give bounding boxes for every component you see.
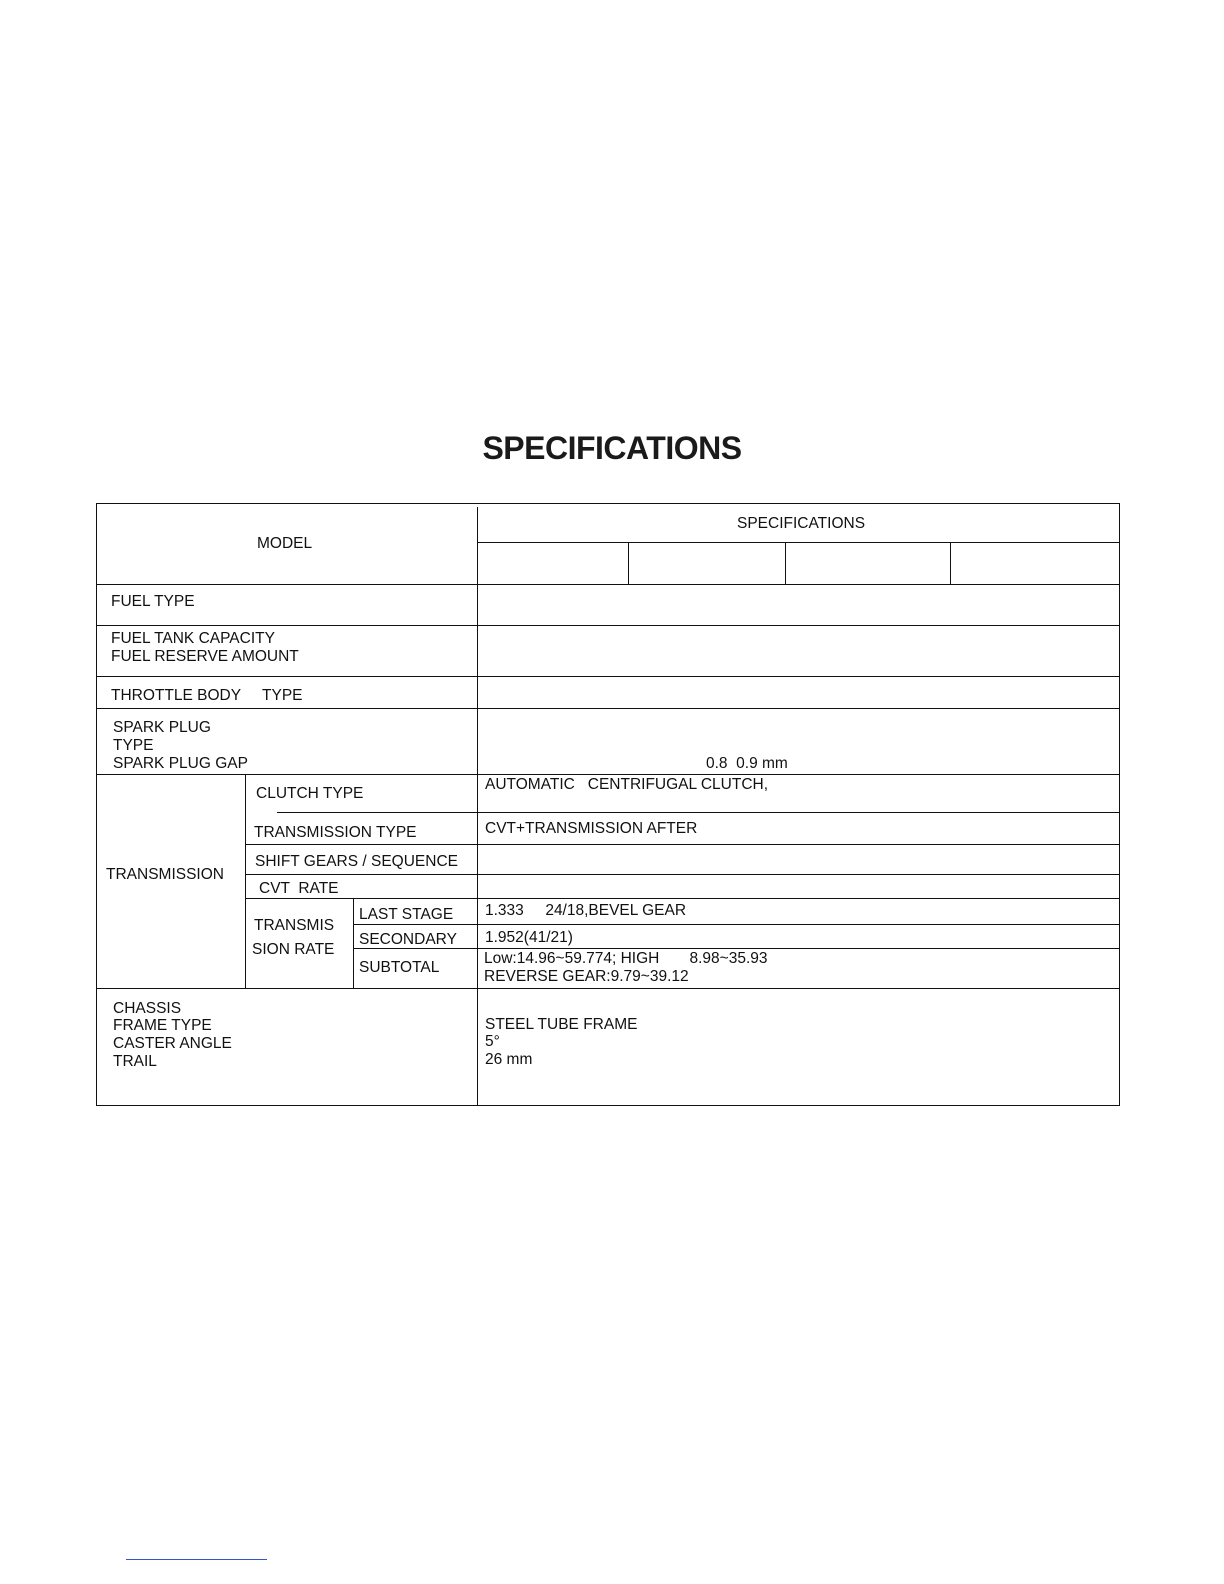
secondary-label: SECONDARY xyxy=(359,931,457,948)
row-line xyxy=(96,676,1120,677)
row-line xyxy=(245,844,1120,845)
rate-divider xyxy=(353,898,354,988)
caster-angle-value: 5° xyxy=(485,1033,500,1050)
column-divider xyxy=(477,507,478,1106)
table-border-top xyxy=(96,503,1120,504)
spark-plug-gap-label: SPARK PLUG GAP xyxy=(113,755,248,772)
fuel-tank-capacity-label: FUEL TANK CAPACITY xyxy=(111,630,275,647)
transmission-rate-label-2: SION RATE xyxy=(252,941,335,958)
header-subcell-divider xyxy=(785,542,786,584)
row-line xyxy=(96,774,1120,775)
clutch-type-value: AUTOMATIC CENTRIFUGAL CLUTCH, xyxy=(485,776,769,793)
header-subcell-divider xyxy=(950,542,951,584)
cvt-rate-label: CVT RATE xyxy=(259,880,339,897)
trail-label: TRAIL xyxy=(113,1053,157,1070)
row-line xyxy=(245,874,1120,875)
subtotal-label: SUBTOTAL xyxy=(359,959,440,976)
chassis-label: CHASSIS xyxy=(113,1000,182,1017)
frame-type-label: FRAME TYPE xyxy=(113,1017,212,1034)
throttle-body-label: THROTTLE BODY TYPE xyxy=(111,687,303,704)
page-title: SPECIFICATIONS xyxy=(482,430,742,466)
fuel-reserve-label: FUEL RESERVE AMOUNT xyxy=(111,648,299,665)
last-stage-label: LAST STAGE xyxy=(359,906,454,923)
row-line xyxy=(96,708,1120,709)
transmission-type-label: TRANSMISSION TYPE xyxy=(254,824,417,841)
transmission-divider xyxy=(245,774,246,988)
table-border-left xyxy=(96,503,97,1106)
model-header: MODEL xyxy=(257,535,313,552)
shift-gears-label: SHIFT GEARS / SEQUENCE xyxy=(255,853,458,870)
subtotal-value-1: Low:14.96~59.774; HIGH 8.98~35.93 xyxy=(484,950,768,967)
trail-value: 26 mm xyxy=(485,1051,533,1068)
caster-angle-label: CASTER ANGLE xyxy=(113,1035,232,1052)
header-subcell-divider xyxy=(628,542,629,584)
footer-link-line[interactable] xyxy=(126,1559,267,1560)
row-line xyxy=(478,812,1119,813)
clutch-type-label: CLUTCH TYPE xyxy=(256,785,364,802)
row-line xyxy=(96,988,1120,989)
transmission-rate-label-1: TRANSMIS xyxy=(254,917,335,934)
transmission-label: TRANSMISSION xyxy=(106,866,224,883)
header-subline xyxy=(478,542,1119,543)
spark-plug-type-label: TYPE xyxy=(113,737,154,754)
subtotal-value-2: REVERSE GEAR:9.79~39.12 xyxy=(484,968,689,985)
specifications-header: SPECIFICATIONS xyxy=(737,515,866,532)
last-stage-value: 1.333 24/18,BEVEL GEAR xyxy=(485,902,687,919)
transmission-type-value: CVT+TRANSMISSION AFTER xyxy=(485,820,698,837)
table-border-right xyxy=(1119,503,1120,1106)
secondary-value: 1.952(41/21) xyxy=(485,929,573,946)
row-line xyxy=(353,924,1119,925)
row-line xyxy=(353,948,1119,949)
table-border-bottom xyxy=(96,1105,1120,1106)
row-line xyxy=(96,625,1120,626)
spark-plug-gap-value: 0.8 0.9 mm xyxy=(706,755,788,772)
fuel-type-label: FUEL TYPE xyxy=(111,593,195,610)
frame-type-value: STEEL TUBE FRAME xyxy=(485,1016,638,1033)
row-line xyxy=(245,898,1120,899)
row-line xyxy=(96,584,1120,585)
spark-plug-label: SPARK PLUG xyxy=(113,719,211,736)
